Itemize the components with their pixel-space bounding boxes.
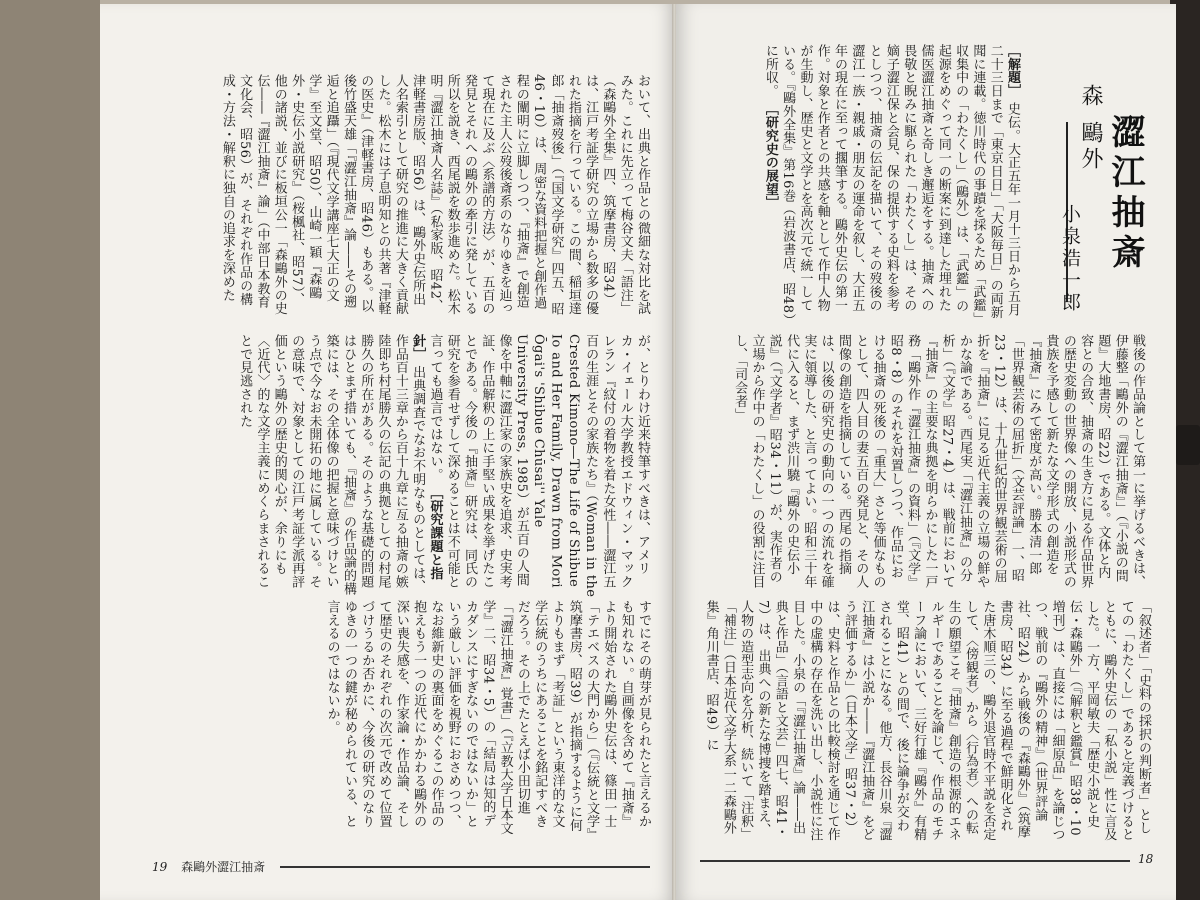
- left-upper-text: [146, 74, 651, 319]
- running-head: 森鷗外澀江抽斎: [181, 860, 266, 874]
- right-lower-paragraph: 「叙述者」「史料の採択の判断者」としての「わたくし」であると定義づけるとともに、鷗外史伝の「私小説」性に言及した。一方、平岡敏夫「歴史小説と史伝・森鷗外」（『解釈と鑑賞』昭38・10増刊）は、直接には「細原品」を論じつつ、戦前の『鷗外の精神』（世界評論社、昭24）から戦後の『森鷗外』（筑摩書房、昭34）に至る過程で鮮明化された唐木順三の、鷗外退官時不平説を否定して、〈傍観者〉から〈行為者〉への転生の願望こそ『抽斎』創造の根源的エネルギーであることを論じて、作品のモチーフ論において、三好行雄『鷗外』有精堂、昭41）との間で、後に論争が交わされることになる。他方、長谷川泉『澀江抽斎』は小説か――『澀江抽斎』をどう評価するか」（日本文学」昭37・2）は、史料と作品との比較検討を通じて作中の虚構の存在を洗い出し、小説性に注目した。小泉の「『澀江抽斎』論――出典と作品」（言語と文芸」四七、昭41・7）は、出典への新たな博捜を踏まえ、人物の造型志向を分析、続いて「注釈」「補注」（日本近代文学大系一二森鷗外集』角川書店、昭49）に: [703, 600, 1151, 842]
- kaidai-heading: ［解題］: [1005, 44, 1020, 98]
- right-page-number: 18: [1138, 852, 1154, 866]
- binder-clip: [1176, 425, 1200, 465]
- left-footer-rule: [280, 866, 650, 868]
- right-upper-text: [721, 44, 1021, 324]
- right-middle-paragraph: 戦後の作品論として第一に挙げるべきは、伊藤整「鷗外の『澀江抽斎』」（『小説の問題』大地書房、昭22）である。文体と内容との合致、抽斎の生き方に見る作品世界の歴史変動の世界像への開放、小説形式の貴族を予感して新たな文学形式の創造を『抽斎』にみて密度が高い。勝本清一郎「世界観芸術の屈折」（文芸評論」一、昭23・12）は、十九世紀的世界観芸術の屈折を『抽斎』に見る近代主義の立場の鮮やかな論である。西尾実「『澀江抽斎』の分析」（『文学』昭27・4）は、戦前において『抽斎』の主要な典拠を明らかにした一戸務「鷗外作『澀江抽斎』の資料」（『文学』昭8・8）のそれを対置しつつ、作品における抽斎の死後の「重大」さと等価なものとして、四人目の妻五百の発見と、その人間像の創造を指摘している。西尾の指摘は、以後の研究史の動向の一つの流れを確実に領導した、と言ってよい。昭和三十年代に入ると、まず渋川驍『鷗外の史伝小説』（『文学者』昭34・11）が、実作者の立場から作中の「わたくし」の役割に注目し、「司会者」: [732, 334, 1145, 589]
- left-page-number: 19: [152, 860, 168, 874]
- left-lower-paragraph: が、とりわけ近来特筆すべきは、アメリカ・イェール大学教授エドウィン・マックレラン『紋付の着物を着た女性――澀江五百の生涯とその家族たち』（Woman in the Crested Kimono―The Life of Shibue Io and Her Family, Drawn from Mori Ōgai's 'Shibue Chūsai'' Yale University Press, 1985）が五百の人間像を中軸に澀江家の家族史を追求、史実考証、作品解釈の上に手堅い成果を挙げたことである。今後の『抽斎』研究は、同氏の研究を参看せずして深めることは不可能と言っても過言ではない。: [427, 334, 650, 598]
- left-lower-text: [146, 334, 651, 599]
- title-main-block: [1101, 114, 1150, 274]
- author-name-top: 森 鷗外: [1078, 84, 1103, 173]
- research-heading: ［研究課題と指針］: [410, 334, 443, 580]
- right-upper-paragraph: 史伝。大正五年一月十三日から五月二十三日まで「東京日日」「大阪毎日」の両新聞に連載。徳川時代の事蹟を採るため「武鑑」収集中の「わたくし」（鷗外）は、「武鑑」の起源をめぐって同一の断案に到達した埋れた儒医澀江抽斎と奇しき邂逅をする。抽斎への畏敬と睨みに駆られた「わたくし」は、その嫡子澀江保と会見、保の提供する史料を参考としつつ、抽斎の伝記を描いて、その歿後の澀江一族・親戚・朋友の運命を叙し、大正五年の現在に至って擱筆する。鷗外史伝の第一作。対象と作者との共感を軸として作中人物が生動し、歴史と文学とを高次元で統一している。『鷗外全集』第16巻（岩波書店、昭48）に所収。: [762, 44, 1020, 321]
- left-bottom-paragraph: すでにその萌芽が見られたと言えるかも知れない。自画像を含めて『抽斎』より開始された鷗外史伝は、篠田一士「テエベスの大門から」（『伝統と文学』筑摩書房、昭39）が指摘するように何よりもまず「考証」という東洋的な文学伝統のうちにあることを銘記すべきだろう。その上でたとえば小田切進「『澀江抽斎』覚書」（『立教大学日本文学』二、昭34・5）の「結局は知的デカダンスにすぎないのではないか」という厳しい評価を視野におさめつつ、なお維新史の裏面をめぐるこの作品の抱えもう一つの近代にかかわる鷗外の深い喪失感を、作家論・作品論、そして歴史のそれぞれの次元で改めて位置づけうるか否かに、今後の研究のなりゆきの一つの鍵が秘められている、と言えるのではないか。: [324, 600, 651, 836]
- author-name: 小泉浩一郎: [1059, 204, 1081, 314]
- right-middle-text: [721, 334, 1146, 589]
- work-title: 澀江抽斎: [1105, 114, 1145, 274]
- left-upper-paragraph: おいて、出典と作品との微細な対比を試みた。これに先立って梅谷文夫「語注」（森鷗外全集』四、筑摩書房、昭34）は、江戸考証学研究の立場から数多の優れた指摘を行っている。この間、稲垣達郎「抽斎歿後」（『国文学研究』四五、昭46・10）は、周密な資料把握と創作過程の闡明に立脚しつつ、『抽斎』で創造された主人公歿後斎系のなりゆきを辿って現在に及ぶ〈系譜的方法〉が、五百の発見とそれへの鷗外の牽引に発している所以を説き、西尾説を数歩進めた。松木明『澀江抽斎人名誌』（私家版、昭42、津軽書房版、昭56）は、鷗外史伝所出人名索引として研究の推進に大きく貢献した。松木には子息明知との共著『津軽の医史』（津軽書房、昭46）もある。以後竹盛天雄「『澀江抽斎』論――その遡逅と追躡」（『現代文学講座七大正の文学』至文堂、昭50）、山崎一穎『森鷗外・史伝小説研究』（桜楓社、昭57）、他の諸説、並びに板垣公一「森鷗外の史伝――『澀江抽斎』論」（中部日本教育文化会、昭56）が、それぞれ作品の構成・方法・解釈に独自の追求を深めた: [219, 74, 650, 316]
- left-bottom-text: [124, 600, 652, 840]
- left-lower-paragraph-2: 出典調査でなお不明なものとしては、作品百十三章から百十九章に亙る抽斎の嫉陸即ち村尾勝久の伝記の典拠としての村尾勝久の所在がある。そのような基礎的問題はひとまず措いても、『抽斎』の作品論的構築には、その全体像の把握と意味づけという点で今なお未開拓の地に属している。その意味で、対象としての江戸考証学派再評価という鷗外の歴史的関心が、余りにも〈近代〉的な文学主義にめくらまされることで見逃された: [237, 334, 426, 596]
- background-left: [0, 0, 100, 900]
- left-footer: [152, 858, 265, 875]
- right-lower-text: [703, 600, 1152, 842]
- history-heading: ［研究史の展望］: [762, 102, 778, 210]
- right-footer-rule: [700, 860, 1130, 862]
- right-page: [676, 4, 1176, 900]
- author-block: [1057, 204, 1084, 314]
